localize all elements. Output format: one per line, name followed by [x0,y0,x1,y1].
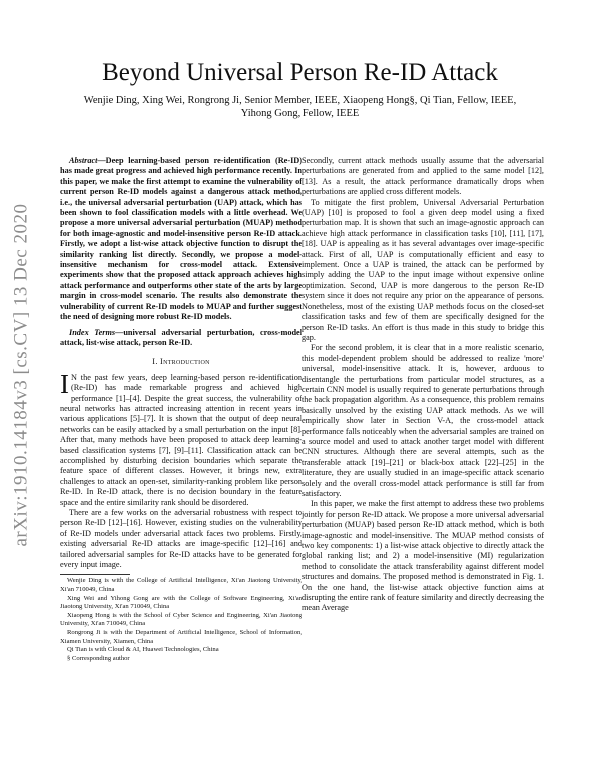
index-terms-label: Index Terms [69,327,116,337]
abstract-label: Abstract [69,156,98,165]
drop-cap: I [60,368,69,399]
right-column [302,156,544,614]
footnote: Xing Wei and Yihong Gong are with the College of Software Engineering, Xi'an Jiaotong University, Xi'an 710049, China [60,594,302,611]
index-terms [60,328,302,349]
intro-paragraph-1: I N the past few years, deep learning-based person re-identification (Re-ID) has made remarkable progress and achieved high performance [1]–[4]. Despite the great success, the vulnerability of neural networks has attracted increasing attention in recent years in various applications [5]–[7]. It is shown that the output of deep neural networks can be easily attacked by a small perturbation on the input [8]. After that, many methods have been proposed to attack deep learning-based classification systems [7], [9]–[11]. Classification attack can be accomplished by disturbing decision boundaries which separate the feature space of different classes. However, it brings new, extra challenges to attack an open-set, similarity-ranking problem like person Re-ID. In Re-ID attack, there is no decision boundary in the feature space and the entire similarity rank should be disordered. [60,368,302,507]
body-paragraph-2: To mitigate the first problem, Universal Adversarial Perturbation (UAP) [10] is proposed to fool a given deep model using a fixed perturbation map. It is shown that such an image-agnostic approach can achieve high attack performance in classification tasks [10], [11], [17], [18]. UAP is appealing as it has several advantages over image-specific attack. First of all, UAP is computationally efficient and easy to implement. Once a UAP is trained, the attack can be performed by simply adding the UAP to the input image without expensive online optimization. Second, UAP is more dangerous to the person Re-ID system since it does not require any prior on the appearance of persons. Nonetheless, most of the existing UAP methods focus on the closed-set classification tasks and few of them are specifically designed for the person Re-ID tasks. An effort is thus made in this study to bridge this gap. [302,197,544,342]
footnote: Qi Tian is with Cloud & AI, Huawei Technologies, China [67,646,219,654]
paper-title: Beyond Universal Person Re-ID Attack [102,59,498,86]
body-paragraph-1: Secondly, current attack methods usually assume that the adversarial perturbations are generated from and applied to the same model [12], [13]. As a result, the attack performance dramatically drops when perturbations are applied cross different models. [302,156,544,197]
abstract [60,156,302,323]
body-paragraph-4: In this paper, we make the first attempt to address these two problems jointly for person Re-ID attack. We propose a more universal adversarial perturbation (MUAP) based person Re-ID attack method, which is both image-agnostic and model-insensitive. The MUAP method consists of two key components: 1) a list-wise attack objective to directly attack the global ranking list; and 2) a model-insensitive (MI) regularization method to consolidate the attack transferability against different model structures and domains. The proposed method is demonstrated in Fig. 1. On the one hand, the list-wise attack objective function aims at disrupting the entire rank of feature similarity and directly decreasing the mean Average [302,499,544,613]
author-list [60,94,540,120]
abstract-text: —Deep learning-based person re-identification (Re-ID) has made great progress and achieved high performance recently. In this paper, we make the first attempt to examine the vulnerability of current person Re-ID models against a dangerous attack method, i.e., the universal adversarial perturbation (UAP) attack, which has been shown to fool classification models with a little overhead. We propose a more universal adversarial perturbation (MUAP) method for both image-agnostic and model-insensitive person Re-ID attack. Firstly, we adopt a list-wise attack objective function to disrupt the similarity ranking list directly. Secondly, we propose a model-insensitive mechanism for cross-model attack. Extensive experiments show that the proposed attack approach achieves high attack performance and outperforms other state of the arts by large margin in cross-model scenario. The results also demonstrate the vulnerability of current Re-ID models to MUAP and further suggest the need of designing more robust Re-ID models. [60,156,302,322]
index-terms-text: —universal adversarial perturbation, cross-model attack, list-wise attack, person Re-ID. [60,327,302,347]
authors-line-1: Wenjie Ding, Xing Wei, Rongrong Ji, Senior Member, IEEE, Xiaopeng Hong§, Qi Tian, Fellow, IEEE, [83,95,517,106]
footnote: § Corresponding author [67,654,130,662]
footnote-rule [60,574,130,575]
footnote: Rongrong Ji is with the Department of Artificial Intelligence, School of Information, Xiamen University, Xiamen, China [60,629,302,645]
intro-paragraph-2: There are a few works on the adversarial robustness with respect to person Re-ID [12]–[16]. However, existing studies on the vulnerability of Re-ID models under adversarial attack faces two problems. Firstly, existing adversarial Re-ID attacks are image-specific [12]–[16] and tailored adversarial samples for Re-ID attacks have to be generated for every input image. [60,508,302,570]
authors-line-2: Yihong Gong, Fellow, IEEE [240,108,360,119]
left-column [60,156,302,663]
footnote: Wenjie Ding is with the College of Artificial Intelligence, Xi'an Jiaotong University, Xi'an 710049, China [60,577,302,594]
footnotes [60,577,302,663]
footnote: Xiaopeng Hong is with the School of Cyber Science and Engineering, Xi'an Jiaotong University, Xi'an 710049, China [60,611,302,628]
body-paragraph-3: For the second problem, it is clear that in a more realistic scenario, this model-dependent problem should be addressed to realize 'more' universal, model-insensitive attack. It is, however, arduous to disentangle the perturbations from particular model structures, as a certain CNN model is usually required to generate perturbations through the back propagation algorithm. As a consequence, this problem remains basically unsolved by the existing UAP attack methods. As we will empirically show later in Section V-A, the cross-model attack performance falls noticeably when the adversarial samples are trained on a source model and used to attack another target model with different CNN structures. Although there are several attempts, such as the transferable attack [19]–[21] or black-box attack [22]–[25] in the literature, they are usually studied in an image-specific attack scenario solely and the overall cross-model attack performance is still far from satisfactory. [302,343,544,498]
section-heading: I. Introduction [152,357,210,367]
arxiv-stamp: arXiv:1910.14184v3 [cs.CV] 13 Dec 2020 [10,203,32,547]
